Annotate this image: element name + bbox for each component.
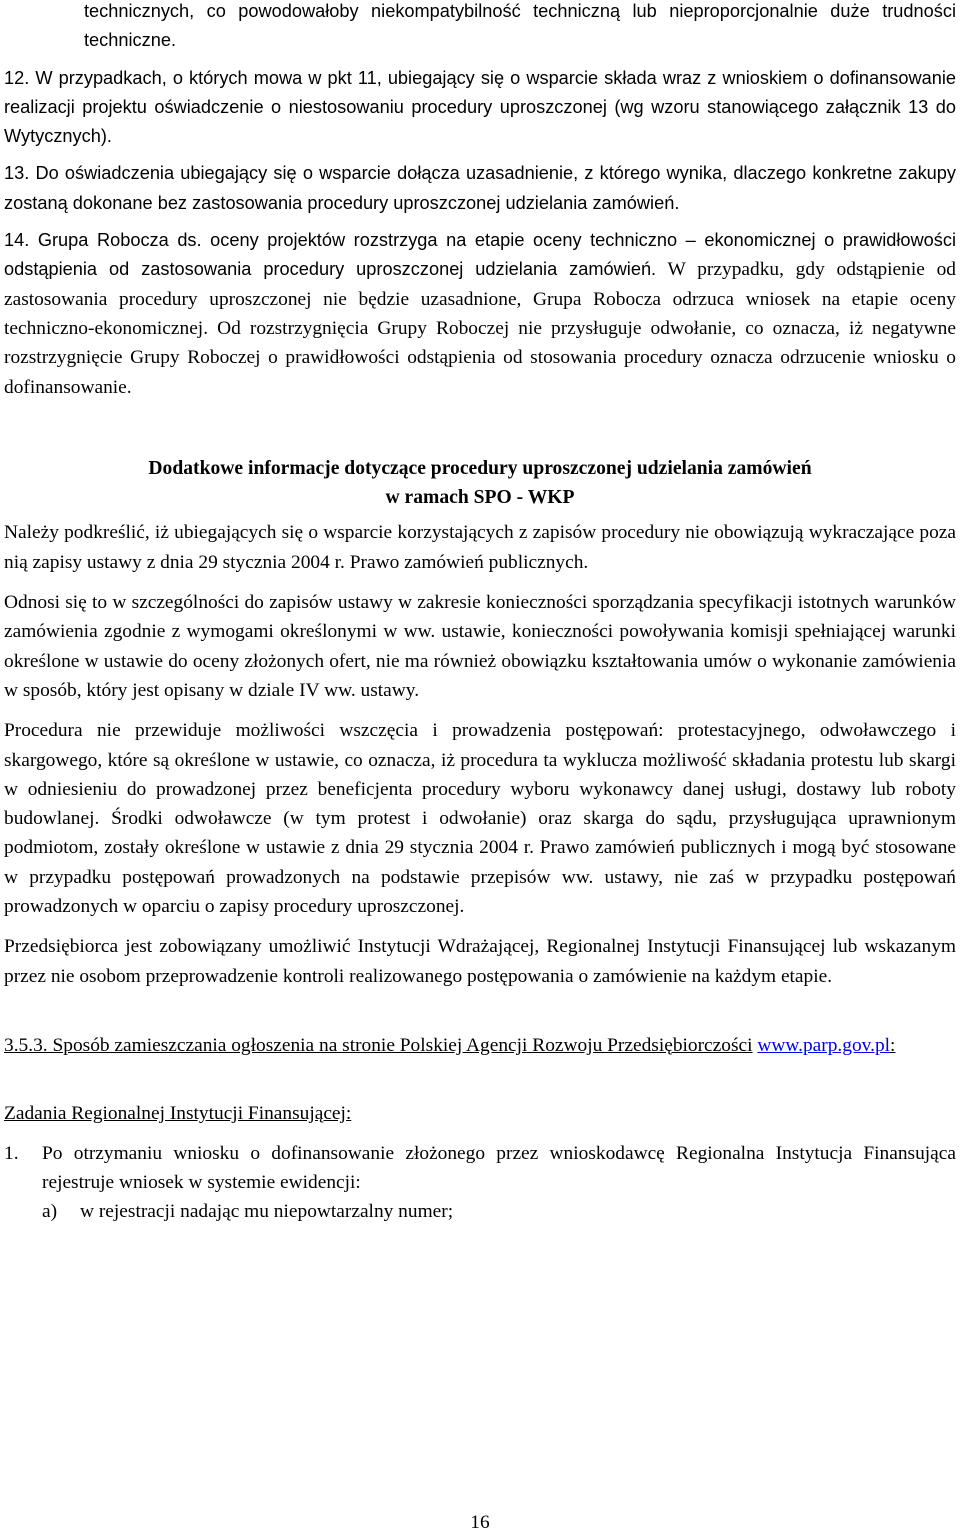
paragraph-2: Odnosi się to w szczególności do zapisów ustawy w zakresie konieczności sporządzania specyfikacji istotnych warunków zamówienia zgodnie z wymogami określonymi w ww. ustawie, konieczności powoływania komisji spełniającej warunki określone w ustawie do oceny złożonych ofert, nie ma również obowiązku kształtowania umów o wykonanie zamówienia w sposób, który jest opisany w dziale IV ww. ustawy. bbox=[4, 592, 956, 701]
task-item-1-number: 1. bbox=[4, 1142, 19, 1164]
heading-line-2: w ramach SPO - WKP bbox=[385, 487, 575, 509]
item-11-continuation: technicznych, co powodowałoby niekompatybilność techniczną lub nieproporcjonalnie duże trudności techniczne. bbox=[84, 1, 956, 51]
section-3-5-3-title bbox=[4, 1031, 956, 1060]
section-title-text: 3.5.3. Sposób zamieszczania ogłoszenia na stronie Polskiej Agencji Rozwoju Przedsiębiorczości bbox=[4, 1034, 753, 1056]
item-12: 12. W przypadkach, o których mowa w pkt 11, ubiegający się o wsparcie składa wraz z wnioskiem o dofinansowanie realizacji projektu oświadczenie o niestosowaniu procedury uproszczonej (wg wzoru stanowiącego załącznik 13 do Wytycznych). bbox=[4, 67, 956, 147]
task-subitem-a-text: w rejestracji nadając mu niepowtarzalny numer; bbox=[80, 1201, 454, 1223]
task-item-1-text: Po otrzymaniu wniosku o dofinansowanie złożonego przez wnioskodawcę Regionalna Instytucja Finansująca rejestruje wniosek w systemie ewidencji: bbox=[42, 1142, 956, 1193]
paragraph-4: Przedsiębiorca jest zobowiązany umożliwić Instytucji Wdrażającej, Regionalnej Instytucji Finansującej lub wskazanym przez nie osobom przeprowadzenie kontroli realizowanego postępowania o zamówienie na każdym etapie. bbox=[4, 936, 956, 987]
item-14-part-a: 14. Grupa Robocza ds. oceny projektów rozstrzyga na etapie oceny techniczno – ekonomicznej o prawidłowości odstąpienia od zastosowania procedury uproszczonej udzielania zamówień. bbox=[4, 230, 956, 280]
task-subitem-a bbox=[4, 1197, 956, 1226]
heading-line-1: Dodatkowe informacje dotyczące procedury uproszczonej udzielania zamówień bbox=[148, 457, 812, 479]
section-heading bbox=[4, 454, 956, 513]
item-13: 13. Do oświadczenia ubiegający się o wsparcie dołącza uzasadnienie, z którego wynika, dlaczego konkretne zakupy zostaną dokonane bez zastosowania procedury uproszczonej udzielania zamówień. bbox=[4, 163, 956, 213]
task-subitem-a-label: a) bbox=[42, 1201, 58, 1223]
parp-link[interactable]: www.parp.gov.pl bbox=[757, 1034, 891, 1056]
page-number: 16 bbox=[470, 1512, 490, 1533]
document-page bbox=[4, 0, 956, 1226]
section-title-colon: : bbox=[890, 1034, 896, 1056]
paragraph-1: Należy podkreślić, iż ubiegających się o wsparcie korzystających z zapisów procedury nie obowiązują wykraczające poza nią zapisy ustawy z dnia 29 stycznia 2004 r. Prawo zamówień publicznych. bbox=[4, 522, 956, 573]
paragraph-3: Procedura nie przewiduje możliwości wszczęcia i prowadzenia postępowań: protestacyjnego, odwoławczego i skargowego, które są określone w ustawie, co oznacza, iż procedura ta wyklucza możliwość składania protestu lub skargi w odniesieniu do prowadzonej przez beneficjenta procedury wyboru wykonawcy danej usługi, dostawy lub roboty budowlanej. Środki odwoławcze (w tym protest i odwołanie) oraz skarga do sądu, przysługująca uprawnionym podmiotom, zostały określone w ustawie z dnia 29 stycznia 2004 r. Prawo zamówień publicznych i mogą być stosowane w przypadku postępowań prowadzonych na podstawie przepisów ww. ustawy, nie zaś w przypadku postępowań prowadzonych w oparciu o zapisy procedury uproszczonej. bbox=[4, 720, 956, 918]
task-item-1 bbox=[4, 1139, 956, 1198]
tasks-title-text: Zadania Regionalnej Instytucji Finansującej: bbox=[4, 1103, 352, 1125]
item-14-part-b: W przypadku, gdy odstąpienie od zastosowania procedury uproszczonej nie będzie uzasadnione, Grupa Robocza odrzuca wniosek na etapie oceny techniczno-ekonomicznej. Od rozstrzygnięcia Grupy Roboczej nie przysługuje odwołanie, co oznacza, iż negatywne rozstrzygnięcie Grupy Roboczej o prawidłowości odstąpienia od stosowania procedury oznacza odrzucenie wniosku o dofinansowanie. bbox=[4, 259, 956, 398]
tasks-title bbox=[4, 1099, 956, 1128]
item-14 bbox=[4, 226, 956, 402]
